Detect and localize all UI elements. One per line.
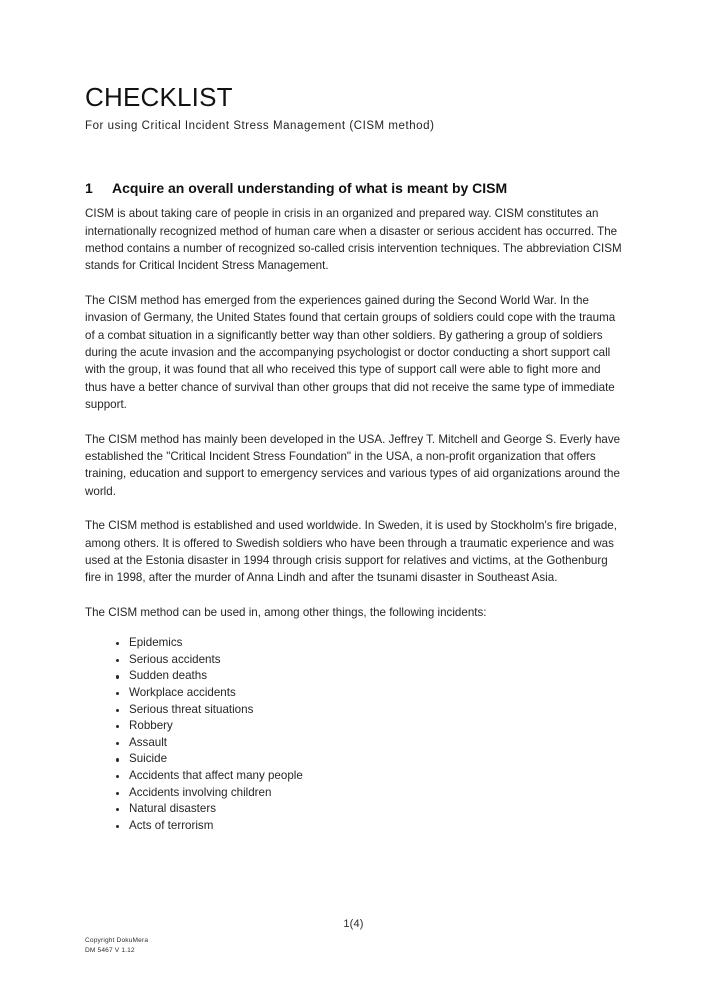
list-item: Serious accidents (116, 652, 622, 669)
list-item: Serious threat situations (116, 702, 622, 719)
list-item: Epidemics (116, 635, 622, 652)
page-subtitle: For using Critical Incident Stress Management (CISM method) (85, 120, 435, 133)
section-number: 1 (85, 180, 93, 197)
list-item: Natural disasters (116, 801, 622, 818)
list-item: Sudden deaths (116, 668, 622, 685)
page-number: 1(4) (343, 918, 364, 930)
list-item: Accidents that affect many people (116, 768, 622, 785)
paragraph-2: The CISM method has emerged from the experiences gained during the Second World War. In the invasion of Germany, the United States found that certain groups of soldiers could cope with the trauma of a combat situation in a significantly better way than other soldiers. By gathering a group of soldiers during the acute invasion and the accompanying psychologist or doctor conducting a short support call with the group, it was found that all who received this type of support call were able to fight more and thus have a better chance of survival than other groups that did not receive the same type of immediate support. (85, 293, 616, 412)
document-content (85, 0, 622, 834)
section-heading-text: Acquire an overall understanding of what is meant by CISM (112, 180, 508, 197)
list-item: Suicide (116, 751, 622, 768)
footer-meta (85, 936, 148, 955)
page-footer (0, 900, 707, 1000)
list-item: Workplace accidents (116, 685, 622, 702)
list-item: Acts of terrorism (116, 818, 622, 835)
paragraph-1: CISM is about taking care of people in crisis in an organized and prepared way. CISM constitutes an internationally recognized method of human care when a disaster or serious accident has occurred. The method contains a number of recognized so-called crisis intervention techniques. The abbreviation CISM stands for Critical Incident Stress Management. (85, 207, 622, 273)
footer-copyright: Copyright DokuMera (85, 937, 149, 944)
paragraph-3: The CISM method has mainly been developed in the USA. Jeffrey T. Mitchell and George S. Everly have established the "Critical Incident Stress Foundation" in the USA, a non-profit organization that offers training, education and support to emergency services and various types of aid organizations around the world. (85, 432, 621, 498)
list-item: Accidents involving children (116, 785, 622, 802)
paragraph-5-list-intro: The CISM method can be used in, among other things, the following incidents: (85, 605, 487, 619)
footer-document-id: DM 5467 V 1.12 (85, 946, 135, 954)
list-item: Robbery (116, 718, 622, 735)
section-heading (85, 132, 622, 196)
page-title: CHECKLIST (85, 82, 233, 112)
incident-bullet-list (85, 621, 622, 834)
list-item: Assault (116, 735, 622, 752)
paragraph-4: The CISM method is established and used worldwide. In Sweden, it is used by Stockholm's fire brigade, among others. It is offered to Swedish soldiers who have been through a traumatic experience and was used at the Estonia disaster in 1994 through crisis support for relatives and victims, at the Gothenburg fire in 1998, after the murder of Anna Lindh and after the tsunami disaster in Southeast Asia. (85, 519, 617, 585)
